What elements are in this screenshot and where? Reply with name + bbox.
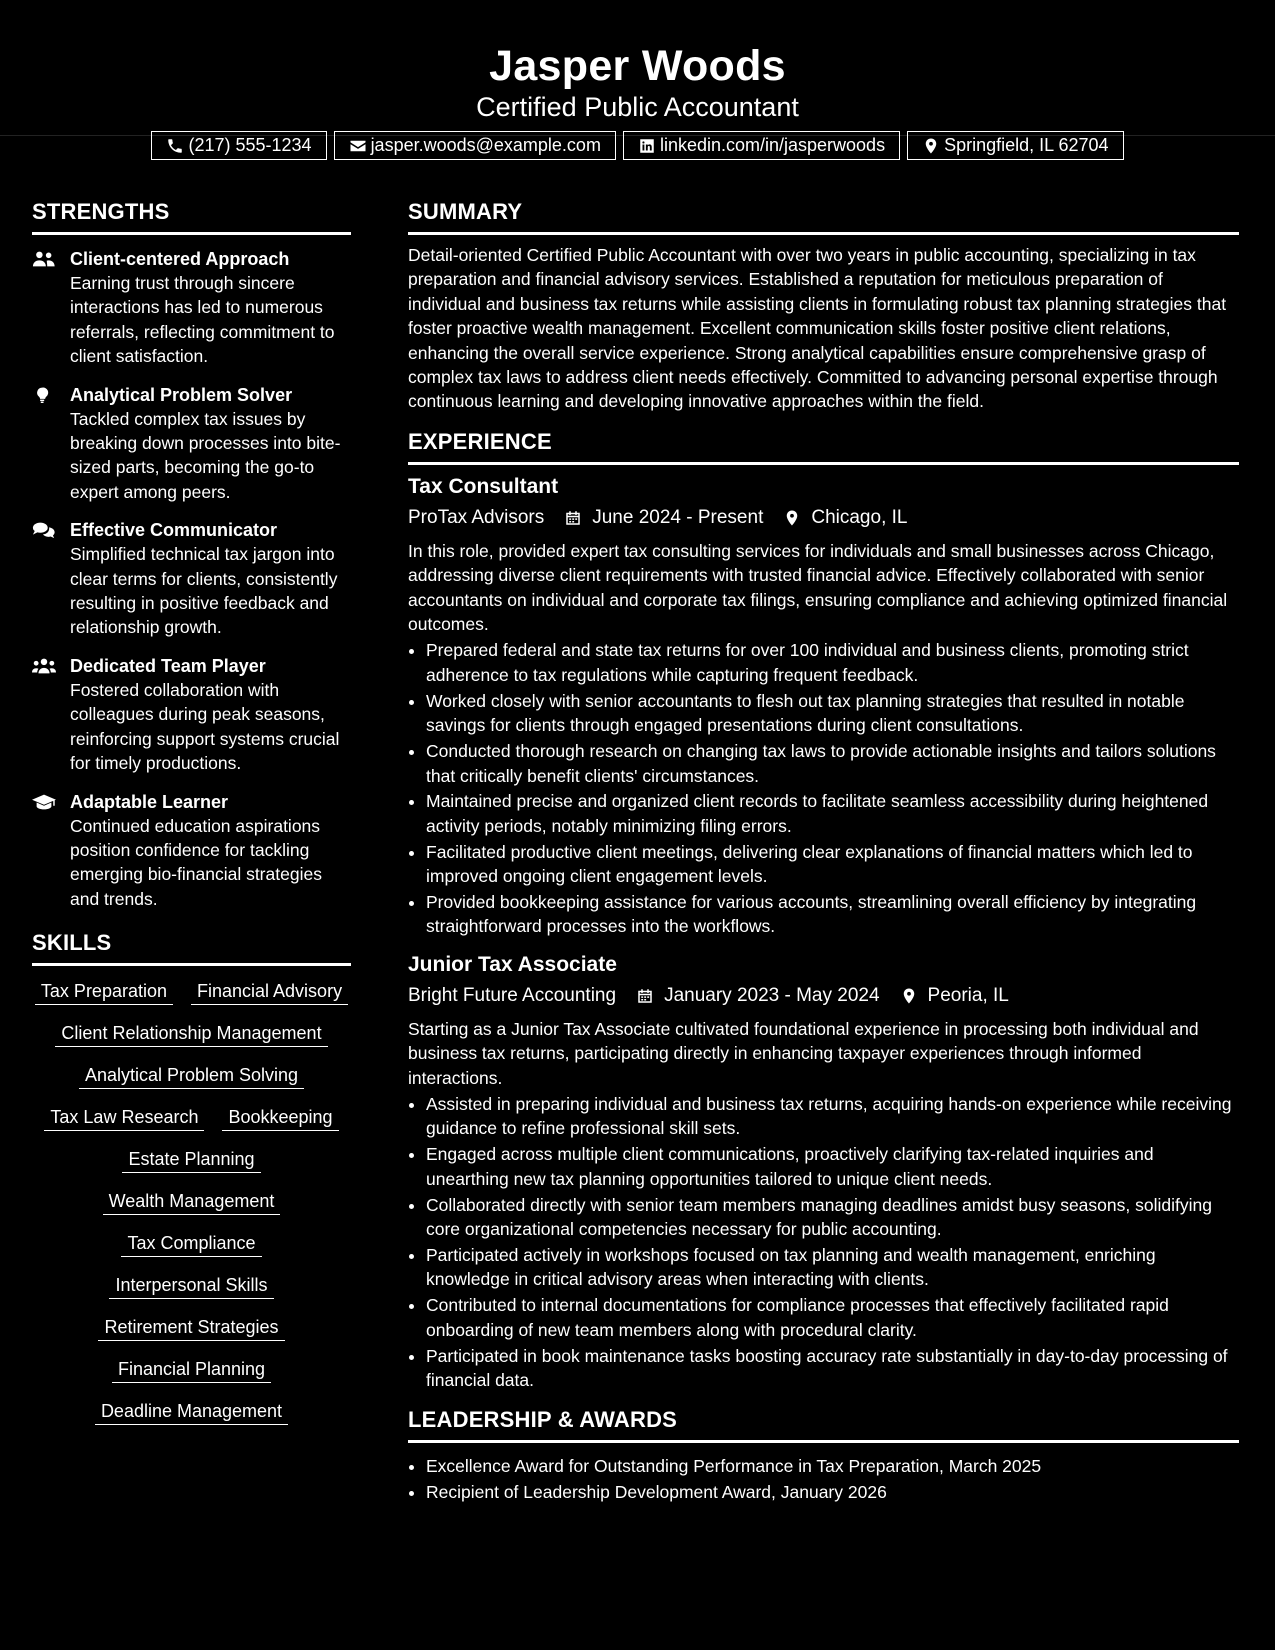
job-bullets	[408, 638, 1239, 938]
job-company: Bright Future Accounting	[408, 984, 617, 1006]
resume-header	[0, 0, 1275, 155]
job-dates: January 2023 - May 2024	[664, 984, 880, 1006]
skill-tag: Financial Planning	[112, 1356, 271, 1383]
award-item: • Excellence Award for Outstanding Performance in Tax Preparation, March 2025	[426, 1453, 1239, 1479]
job-description: Starting as a Junior Tax Associate cultivated foundational experience in processing both individual and business tax returns, participating directly in enhancing taxpayer experiences through informed interactions.	[408, 1018, 1199, 1088]
strength-desc: Earning trust through sincere interactions has led to numerous referrals, reflecting commitment to client satisfaction.	[70, 273, 335, 367]
strength-title: Adaptable Learner	[70, 791, 229, 812]
skill-tag: Tax Law Research	[44, 1104, 204, 1131]
skill-tag: Analytical Problem Solving	[79, 1062, 304, 1089]
contact-location[interactable]	[907, 131, 1123, 160]
job-company: ProTax Advisors	[408, 506, 545, 528]
job-title: Junior Tax Associate	[408, 952, 617, 976]
map-pin-icon	[922, 137, 940, 155]
skill-tag: Tax Preparation	[35, 978, 173, 1005]
job-meta	[408, 981, 1239, 1011]
job-entry	[408, 473, 1239, 939]
linkedin-icon	[638, 137, 656, 155]
comments-icon	[32, 521, 56, 539]
envelope-icon	[349, 137, 367, 155]
job-entry	[408, 951, 1239, 1393]
job-title: Tax Consultant	[408, 474, 559, 498]
left-column	[32, 198, 351, 1425]
map-pin-icon	[783, 509, 801, 527]
experience-heading: EXPERIENCE	[408, 428, 1239, 465]
strength-title: Dedicated Team Player	[70, 655, 266, 676]
contact-email[interactable]	[334, 131, 616, 160]
job-bullet: • Participated actively in workshops focused on tax planning and wealth management, enriching knowledge in critical advisory areas when interacting with clients.	[426, 1243, 1239, 1292]
strength-desc: Continued education aspirations position confidence for tackling emerging bio-financial strategies and trends.	[70, 815, 322, 909]
awards-heading: LEADERSHIP & AWARDS	[408, 1406, 1239, 1443]
strength-desc: Simplified technical tax jargon into clear terms for clients, consistently resulting in positive feedback and relationship growth.	[70, 544, 338, 638]
strength-desc: Fostered collaboration with colleagues during peak seasons, reinforcing support systems crucial for timely productions.	[70, 679, 340, 774]
calendar-icon	[636, 987, 654, 1005]
job-bullet: • Contributed to internal documentations for compliance processes that effectively facilitated rapid onboarding of new team members along with procedural clarity.	[426, 1293, 1239, 1342]
phone-icon	[166, 137, 184, 155]
skill-tag: Wealth Management	[103, 1188, 281, 1215]
award-item: • Recipient of Leadership Development Award, January 2026	[426, 1479, 1239, 1505]
summary-heading: SUMMARY	[408, 198, 1239, 235]
contact-phone-text: (217) 555-1234	[188, 135, 312, 155]
skill-tag: Bookkeeping	[222, 1104, 338, 1131]
strength-title: Client-centered Approach	[70, 249, 290, 269]
strength-item	[32, 518, 351, 640]
calendar-icon	[564, 509, 582, 527]
candidate-title: Certified Public Accountant	[476, 92, 799, 122]
strength-title: Analytical Problem Solver	[70, 384, 293, 405]
job-meta	[408, 503, 1239, 533]
strengths-list	[32, 247, 351, 911]
job-bullet: • Engaged across multiple client communications, proactively clarifying tax-related inquiries and unearthing new tax planning opportunities tailored to unique client needs.	[426, 1142, 1239, 1191]
job-location: Peoria, IL	[927, 984, 1009, 1006]
graduation-cap-icon	[32, 793, 56, 811]
job-bullet: • Maintained precise and organized client records to facilitate seamless accessibility during heightened activity periods, notably minimizing filing errors.	[426, 789, 1239, 838]
job-bullet: • Facilitated productive client meetings, delivering clear explanations of financial matters which led to improved ongoing client engagement levels.	[426, 840, 1239, 889]
skill-tag: Interpersonal Skills	[109, 1272, 273, 1299]
contact-location-text: Springfield, IL 62704	[944, 135, 1109, 155]
strengths-heading: STRENGTHS	[32, 198, 351, 235]
skill-tag: Client Relationship Management	[55, 1020, 327, 1047]
awards-list	[408, 1453, 1239, 1505]
job-bullet: • Conducted thorough research on changing tax laws to provide actionable insights and tailors solutions that critically benefit clients' circumstances.	[426, 739, 1239, 788]
job-bullet: • Worked closely with senior accountants to flesh out tax planning strategies that resulted in notable savings for clients through engaged presentations during client consultations.	[426, 689, 1239, 738]
contact-linkedin-text: linkedin.com/in/jasperwoods	[659, 135, 886, 155]
skills-list	[32, 978, 351, 1425]
strength-item	[32, 247, 351, 369]
skill-tag: Estate Planning	[122, 1146, 260, 1173]
strength-title: Effective Communicator	[70, 520, 278, 541]
team-icon	[32, 657, 56, 675]
job-dates: June 2024 - Present	[592, 506, 764, 528]
job-bullets	[408, 1092, 1239, 1392]
users-icon	[32, 250, 56, 268]
summary-text: Detail-oriented Certified Public Accountant with over two years in public accounting, specializing in tax preparation and financial advisory services. Established a reputation for meticulous preparation of individual and business tax returns while assisting clients in formulating robust tax planning strategies that foster proactive wealth management. Excellent communication skills foster positive client relations, enhancing the overall service experience. Strong analytical capabilities ensure comprehensive grasp of complex tax laws to address client needs effectively. Committed to advancing personal expertise through continuous learning and developing innovative approaches within the field.	[408, 245, 1227, 412]
job-bullet: • Provided bookkeeping assistance for various accounts, streamlining overall efficiency by integrating straightforward processes into the workflows.	[426, 890, 1239, 939]
skill-tag: Tax Compliance	[121, 1230, 261, 1257]
skill-tag: Deadline Management	[95, 1398, 288, 1425]
job-bullet: • Assisted in preparing individual and business tax returns, acquiring hands-on experience while receiving guidance to refine professional skill sets.	[426, 1092, 1239, 1141]
skill-tag: Retirement Strategies	[98, 1314, 284, 1341]
contact-linkedin[interactable]	[623, 131, 900, 160]
map-pin-icon	[900, 987, 918, 1005]
skill-tag: Financial Advisory	[191, 978, 348, 1005]
strength-item	[32, 790, 351, 912]
job-description: In this role, provided expert tax consulting services for individuals and small businesses across Chicago, addressing diverse client requirements with trusted financial advice. Effectively collaborated with senior accountants on individual and corporate tax filings, ensuring compliance and achieving optimized financial outcomes.	[408, 540, 1228, 635]
job-bullet: • Prepared federal and state tax returns for over 100 individual and business clients, promoting strict adherence to tax regulations while capturing frequent feedback.	[426, 638, 1239, 687]
job-bullet: • Collaborated directly with senior team members managing deadlines amidst busy seasons, solidifying core organizational competencies necessary for public accounting.	[426, 1193, 1239, 1242]
contact-phone[interactable]	[151, 131, 326, 160]
strength-item	[32, 383, 351, 505]
strength-desc: Tackled complex tax issues by breaking down processes into bite-sized parts, becoming the go-to expert among peers.	[70, 408, 341, 502]
skills-heading: SKILLS	[32, 929, 351, 966]
contact-bar	[0, 131, 1275, 160]
right-column	[408, 198, 1239, 1505]
strength-item	[32, 654, 351, 776]
candidate-name: Jasper Woods	[489, 42, 786, 90]
contact-email-text: jasper.woods@example.com	[370, 135, 601, 155]
lightbulb-icon	[32, 386, 56, 404]
job-location: Chicago, IL	[811, 506, 908, 528]
job-bullet: • Participated in book maintenance tasks boosting accuracy rate substantially in day-to-day processing of financial data.	[426, 1344, 1239, 1393]
